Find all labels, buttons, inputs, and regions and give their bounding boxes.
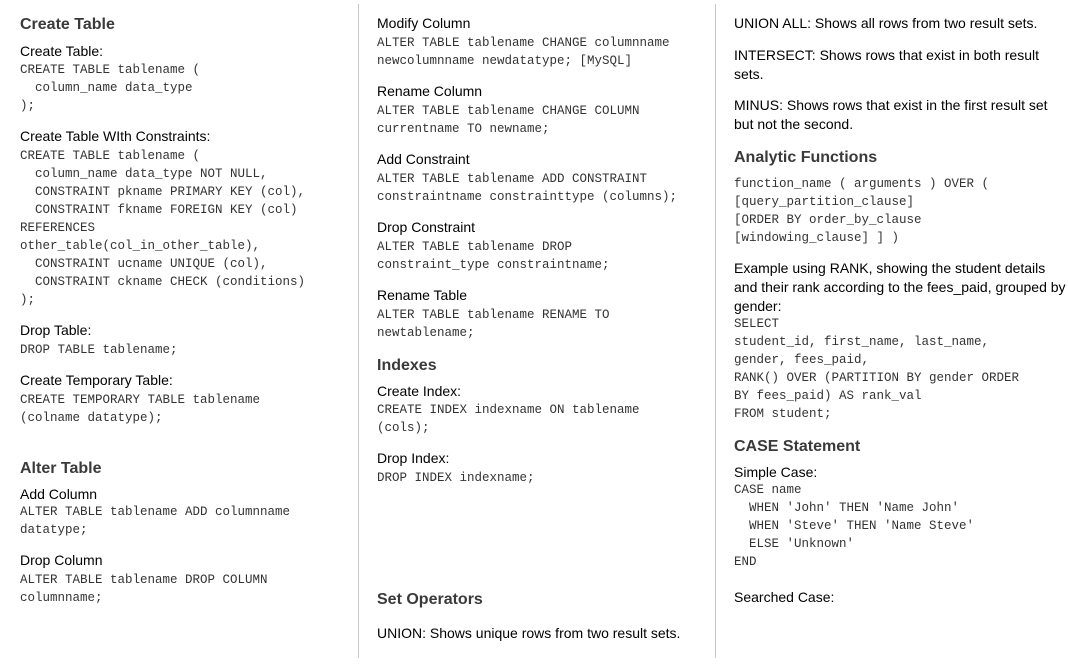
text-line: ELSE 'Unknown' [734,537,855,551]
text-line: gender: [734,298,782,314]
drop-index-code [377,469,707,487]
modify-column-label: Modify Column [377,15,471,31]
text-line: CASE name [734,483,802,497]
text-line: newtablename; [377,326,475,340]
rename-column-label: Rename Column [377,83,483,99]
drop-constraint-code [377,238,707,274]
text-line: DROP TABLE tablename; [20,343,178,357]
text-line: CREATE TABLE tablename ( [20,149,201,163]
set-operators-heading: Set Operators [377,591,483,608]
text-line: SELECT [734,317,780,331]
rank-example-code [734,315,1059,423]
text-line: FROM student; [734,407,832,421]
union-all-text: UNION ALL: Shows all rows from two result sets. [734,15,1038,31]
column-divider [358,4,359,658]
drop-table-label: Drop Table: [20,322,92,338]
drop-column-label: Drop Column [20,552,103,568]
intersect-text [734,46,1059,84]
text-line: MINUS: Shows rows that exist in the first result set [734,97,1048,113]
minus-text [734,96,1059,134]
create-table-heading: Create Table [20,16,115,33]
rename-table-label: Rename Table [377,287,468,303]
create-table-code [20,61,350,115]
text-line: function_name ( arguments ) OVER ( [734,177,990,191]
text-line: WHEN 'Steve' THEN 'Name Steve' [734,519,975,533]
text-line: columnname; [20,591,103,605]
alter-table-heading: Alter Table [20,460,102,477]
constraints-code [20,147,350,309]
create-index-code [377,401,707,437]
temp-table-code [20,391,350,427]
text-line: RANK() OVER (PARTITION BY gender ORDER [734,371,1020,385]
text-line: WHEN 'John' THEN 'Name John' [734,501,960,515]
text-line: CONSTRAINT ucname UNIQUE (col), [20,257,268,271]
text-line: CREATE TABLE tablename ( [20,63,201,77]
add-column-label: Add Column [20,486,98,502]
text-line: ALTER TABLE tablename CHANGE columnname [377,36,670,50]
searched-case-label: Searched Case: [734,589,835,605]
text-line: constraintname constrainttype (columns); [377,190,678,204]
rank-example-text [734,259,1066,316]
simple-case-code [734,481,1059,571]
case-statement-heading: CASE Statement [734,438,861,455]
text-line: ); [20,293,36,307]
text-line: BY fees_paid) AS rank_val [734,389,922,403]
text-line: DROP INDEX indexname; [377,471,535,485]
text-line: currentname TO newname; [377,122,550,136]
text-line: ALTER TABLE tablename ADD CONSTRAINT [377,172,648,186]
text-line: (colname datatype); [20,411,163,425]
drop-index-label: Drop Index: [377,450,450,466]
text-line: (cols); [377,421,430,435]
analytic-functions-heading: Analytic Functions [734,149,878,166]
text-line: newcolumnname newdatatype; [MySQL] [377,54,633,68]
text-line: CONSTRAINT pkname PRIMARY KEY (col), [20,185,306,199]
text-line: ALTER TABLE tablename DROP [377,240,573,254]
drop-table-code [20,341,350,359]
text-line: other_table(col_in_other_table), [20,239,261,253]
text-line: but not the second. [734,116,854,132]
simple-case-label: Simple Case: [734,464,818,480]
drop-column-code [20,571,350,607]
text-line: END [734,555,757,569]
text-line: [windowing_clause] ] ) [734,231,900,245]
text-line: REFERENCES [20,221,96,235]
text-line: [query_partition_clause] [734,195,915,209]
text-line: column_name data_type [20,81,193,95]
indexes-heading: Indexes [377,357,437,374]
create-table-label: Create Table: [20,43,104,59]
text-line: constraint_type constraintname; [377,258,610,272]
constraints-label: Create Table WIth Constraints: [20,128,211,144]
text-line: CONSTRAINT fkname FOREIGN KEY (col) [20,203,298,217]
add-constraint-code [377,170,707,206]
text-line: ALTER TABLE tablename ADD columnname [20,505,291,519]
text-line: student_id, first_name, last_name, [734,335,990,349]
text-line: INTERSECT: Shows rows that exist in both result [734,47,1039,63]
text-line: ALTER TABLE tablename DROP COLUMN [20,573,268,587]
rename-table-code [377,306,707,342]
modify-column-code [377,34,707,70]
text-line: CREATE INDEX indexname ON tablename [377,403,640,417]
union-text: UNION: Shows unique rows from two result sets. [377,625,681,641]
text-line: datatype; [20,523,88,537]
text-line: gender, fees_paid, [734,353,870,367]
text-line: ALTER TABLE tablename RENAME TO [377,308,610,322]
rename-column-code [377,102,707,138]
temp-table-label: Create Temporary Table: [20,372,173,388]
text-line: sets. [734,66,764,82]
create-index-label: Create Index: [377,383,462,399]
text-line: column_name data_type NOT NULL, [20,167,268,181]
analytic-code [734,175,1059,247]
text-line: CREATE TEMPORARY TABLE tablename [20,393,261,407]
text-line: and their rank according to the fees_paid, grouped by [734,279,1066,295]
text-line: CONSTRAINT ckname CHECK (conditions) [20,275,306,289]
drop-constraint-label: Drop Constraint [377,219,476,235]
column-divider [715,4,716,658]
text-line: ALTER TABLE tablename CHANGE COLUMN [377,104,640,118]
add-column-code [20,503,350,539]
add-constraint-label: Add Constraint [377,151,470,167]
text-line: ); [20,99,36,113]
text-line: Example using RANK, showing the student details [734,260,1046,276]
text-line: [ORDER BY order_by_clause [734,213,922,227]
